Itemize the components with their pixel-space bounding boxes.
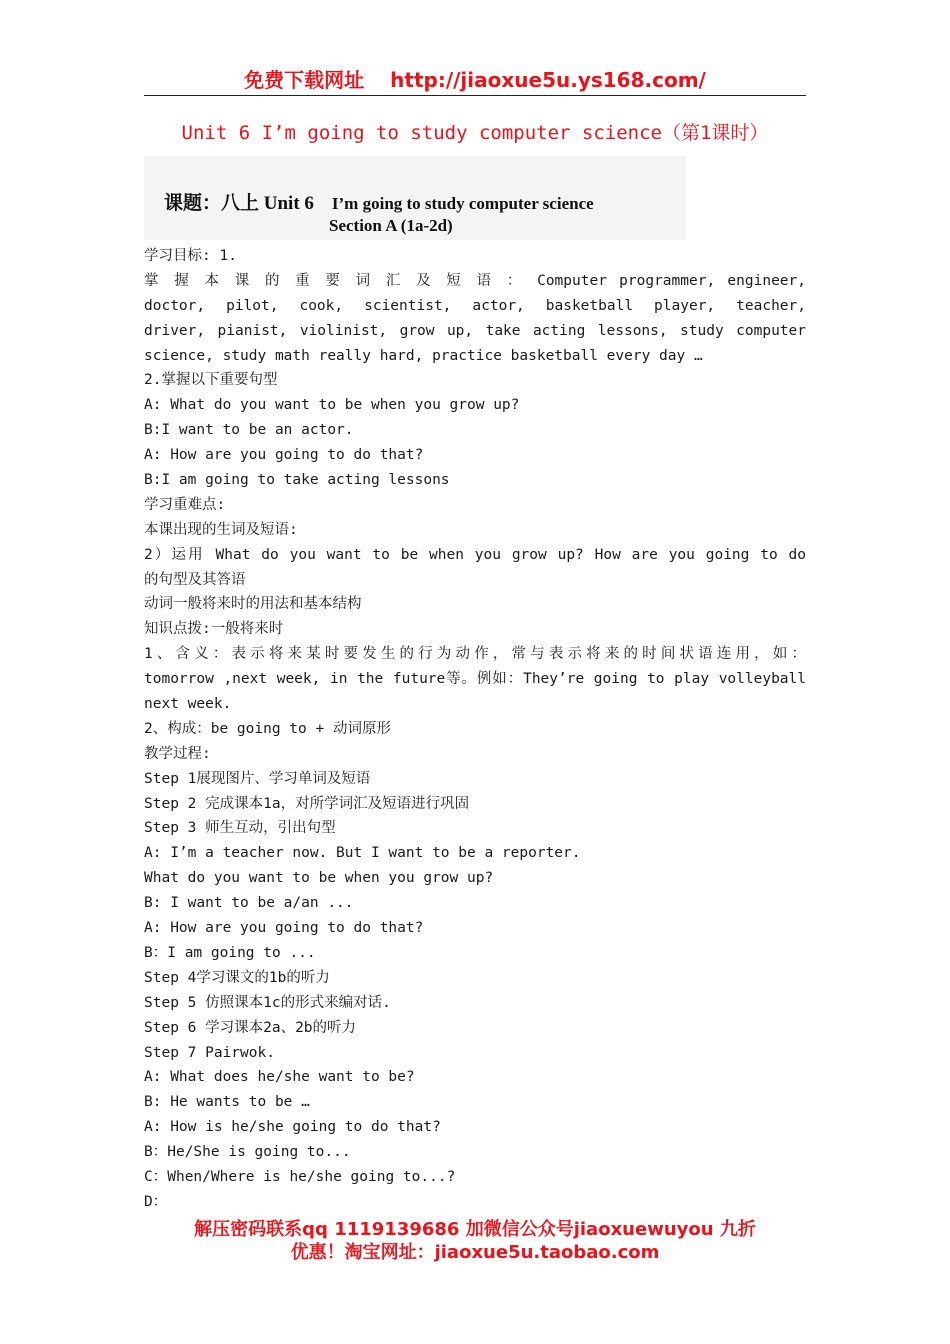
text-line: Step 6 学习课本2a、2b的听力 [144,1019,357,1036]
text-line: 的句型及其答语 [144,571,246,588]
text-line: B：I am going to ... [144,944,316,961]
text-line: B:I want to be an actor. [144,422,354,439]
lesson-title-line [164,188,594,215]
text-line: 教学过程: [144,745,211,762]
text-line: B：He/She is going to... [144,1144,351,1161]
text-line: 知识点拨:一般将来时 [144,621,284,638]
page-footer [144,1218,806,1264]
text-line: What do you want to be when you grow up? [144,870,494,887]
header-label: 免费下载网址 [244,68,365,92]
text-line: A: How are you going to do that? [144,447,424,464]
page-header [144,66,806,94]
lesson-label: 课题：八上 Unit 6 [164,193,314,214]
header-divider [144,95,806,96]
text-line: A: How are you going to do that? [144,920,424,937]
text-line: A: What do you want to be when you grow up? [144,397,520,414]
text-line: B:I am going to take acting lessons [144,472,450,489]
lesson-title: I’m going to study computer science [331,194,594,213]
text-line: 学习重难点: [144,496,226,513]
text-line: C：When/Where is he/she going to...? [144,1168,456,1185]
document-title: Unit 6 I’m going to study computer science（第1课时） [181,122,769,144]
lesson-title-image [144,156,686,240]
text-line: A: What does he/she want to be? [144,1069,415,1086]
footer-line-2: 优惠！淘宝网址：jiaoxue5u.taobao.com [290,1242,660,1263]
text-line: A: How is he/she going to do that? [144,1119,441,1136]
text-line: 学习目标: 1. [144,248,237,264]
text-line: tomorrow ,next week, in the future等。例如：They’re going to play volleyball [144,671,806,688]
document-body [144,244,806,1215]
text-line: 动词一般将来时的用法和基本结构 [144,596,362,613]
header-url: http://jiaoxue5u.ys168.com/ [390,68,706,92]
lesson-section: Section A (1a-2d) [329,216,453,235]
text-line: Step 1展现图片、学习单词及短语 [144,770,371,787]
text-line: Step 3 师生互动，引出句型 [144,820,336,837]
text-line: B: I want to be a/an ... [144,895,354,912]
text-line: driver, pianist, violinist, grow up, take acting lessons, study computer [144,322,806,339]
text-line: 本课出现的生词及短语: [144,521,298,538]
text-line: D： [144,1193,168,1210]
text-line: 1、含义：表示将来某时要发生的行为动作，常与表示将来的时间状语连用，如： [144,646,806,663]
text-line: Step 4学习课文的1b的听力 [144,969,330,986]
text-line: Step 2 完成课本1a，对所学词汇及短语进行巩固 [144,795,470,812]
text-line: 2.掌握以下重要句型 [144,372,278,389]
text-line: next week. [144,696,232,713]
text-line: science, study math really hard, practice basketball every day … [144,347,703,364]
text-line: Step 7 Pairwok. [144,1044,275,1061]
text-line: Step 5 仿照课本1c的形式来编对话. [144,994,391,1011]
text-line: doctor, pilot, cook, scientist, actor, basketball player, teacher, [144,297,806,314]
text-line: A: I’m a teacher now. But I want to be a reporter. [144,845,581,862]
text-line: 2、构成：be going to + 动词原形 [144,720,391,737]
text-line: B: He wants to be … [144,1094,310,1111]
text-line: 2）运用 What do you want to be when you grow up? How are you going to do [144,546,806,563]
footer-line-1: 解压密码联系qq 1119139686 加微信公众号jiaoxuewuyou 九折 [194,1219,756,1240]
text-line: 掌 握 本 课 的 重 要 词 汇 及 短 语 ： Computer programmer, engineer, [144,272,806,289]
